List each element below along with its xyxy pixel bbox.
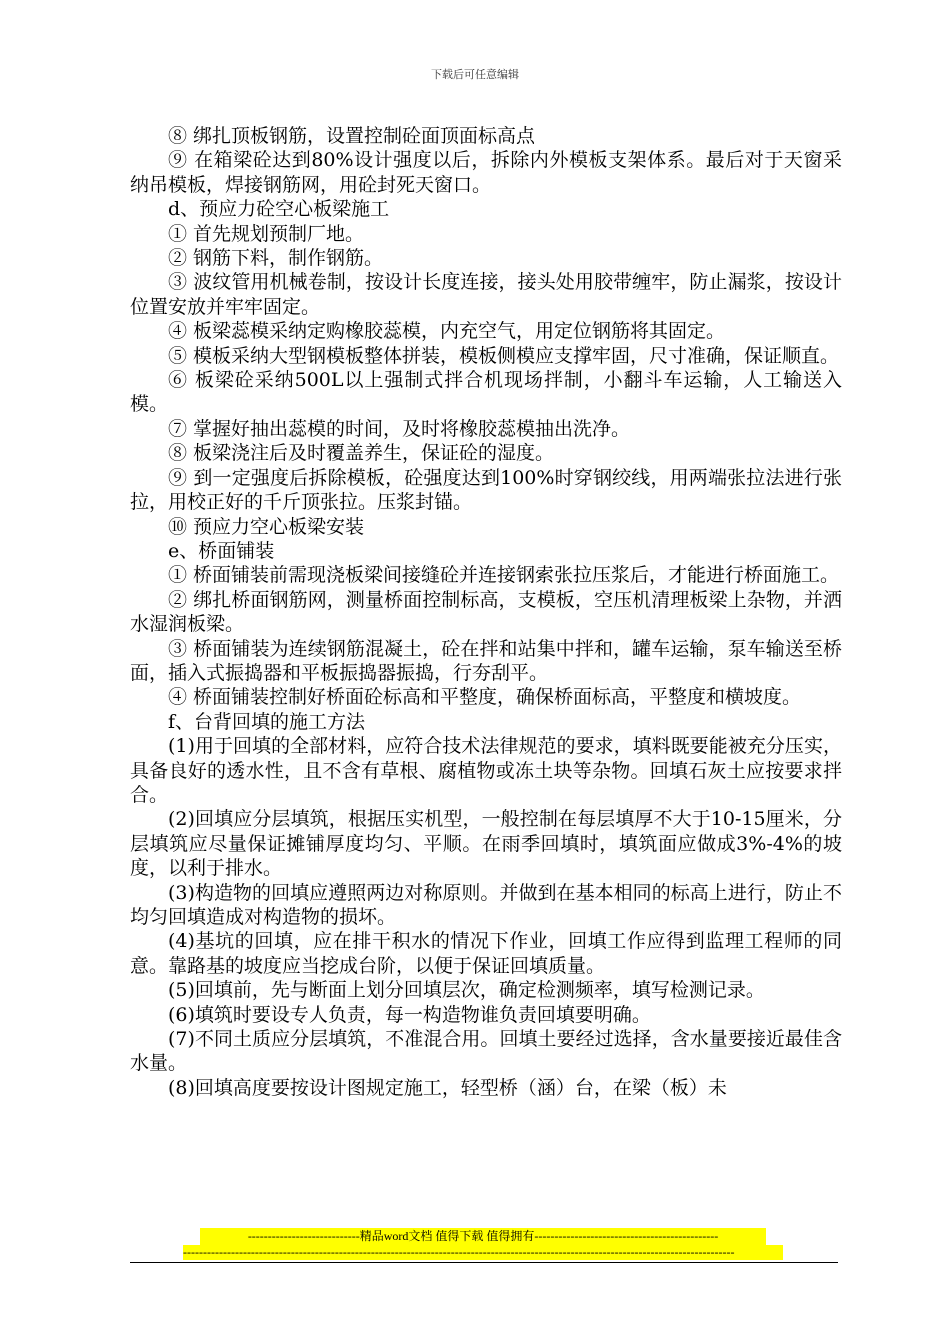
paragraph: ① 桥面铺装前需现浇板梁间接缝砼并连接钢索张拉压浆后，才能进行桥面施工。 <box>168 564 840 587</box>
paragraph: (6)填筑时要设专人负责，每一构造物谁负责回填要明确。 <box>168 1003 651 1026</box>
paragraph: ④ 桥面铺装控制好桥面砼标高和平整度，确保桥面标高，平整度和横坡度。 <box>168 686 802 709</box>
paragraph: ⑨ 到一定强度后拆除模板，砼强度达到100%时穿钢绞线，用两端张拉法进行张拉，用校正好的千斤顶张拉。压浆封锚。 <box>130 466 842 514</box>
paragraph: ⑩ 预应力空心板梁安装 <box>168 515 365 538</box>
footer-divider <box>130 1262 838 1263</box>
paragraph: d、预应力砼空心板梁施工 <box>168 198 390 221</box>
page-header: 下载后可任意编辑 <box>431 68 519 81</box>
paragraph: (4)基坑的回填，应在排干积水的情况下作业，回填工作应得到监理工程师的同意。靠路基的坡度应当挖成台阶，以便于保证回填质量。 <box>130 930 842 977</box>
paragraph: ⑨ 在箱梁砼达到80%设计强度以后，拆除内外模板支架体系。最后对于天窗采纳吊模板，焊接钢筋网，用砼封死天窗口。 <box>130 149 842 196</box>
paragraph: (5)回填前，先与断面上划分回填层次，确定检测频率，填写检测记录。 <box>168 979 765 1002</box>
paragraph: ③ 波纹管用机械卷制，按设计长度连接，接头处用胶带缠牢，防止漏浆，按设计位置安放并牢牢固定。 <box>130 271 842 318</box>
paragraph: ⑥ 板梁砼采纳500L以上强制式拌合机现场拌制，小翻斗车运输，人工输送入模。 <box>130 369 842 416</box>
paragraph: (7)不同土质应分层填筑，不准混合用。回填土要经过选择，含水量要接近最佳含水量。 <box>130 1028 842 1075</box>
paragraph: (1)用于回填的全部材料，应符合技术法律规范的要求，填料既要能被充分压实，具备良好的透水性，且不含有草根、腐植物或冻土块等杂物。回填石灰土应按要求拌合。 <box>130 735 842 806</box>
paragraph: ① 首先规划预制厂地。 <box>168 222 365 245</box>
paragraph: (2)回填应分层填筑，根据压实机型，一般控制在每层填厚不大于10-15厘米，分层填筑应尽量保证摊铺厚度均匀、平顺。在雨季回填时，填筑面应做成3%-4%的坡度，以利于排水。 <box>130 808 842 880</box>
footer-banner-line-2: ------------------------------------------------------------------------------------------------------------------------------------------ <box>183 1245 783 1260</box>
paragraph: ⑤ 模板采纳大型钢模板整体拼装，模板侧模应支撑牢固，尺寸准确，保证顺直。 <box>168 344 840 367</box>
footer-banner-line-1: ----------------------------精品word文档 值得下载 值得拥有---------------------------------------------- <box>200 1228 766 1245</box>
paragraph: ② 绑扎桥面钢筋网，测量桥面控制标高，支模板，空压机清理板梁上杂物，并洒水湿润板梁。 <box>130 588 842 636</box>
paragraph: ⑧ 板梁浇注后及时覆盖养生，保证砼的湿度。 <box>168 442 555 465</box>
document-body <box>130 124 842 1100</box>
paragraph: ⑦ 掌握好抽出蕊模的时间，及时将橡胶蕊模抽出洗净。 <box>168 417 631 440</box>
paragraph: (3)构造物的回填应遵照两边对称原则。并做到在基本相同的标高上进行，防止不均匀回填造成对构造物的损坏。 <box>130 881 842 928</box>
paragraph: ② 钢筋下料，制作钢筋。 <box>168 247 384 270</box>
paragraph: ⑧ 绑扎顶板钢筋，设置控制砼面顶面标高点 <box>168 125 536 147</box>
paragraph: ③ 桥面铺装为连续钢筋混凝土，砼在拌和站集中拌和，罐车运输，泵车输送至桥面，插入式振捣器和平板振捣器振捣，行夯刮平。 <box>130 637 842 684</box>
paragraph: ④ 板梁蕊模采纳定购橡胶蕊模，内充空气，用定位钢筋将其固定。 <box>168 320 726 343</box>
paragraph: e、桥面铺装 <box>168 539 275 562</box>
paragraph: (8)回填高度要按设计图规定施工，轻型桥（涵）台，在梁（板）未 <box>168 1076 727 1099</box>
paragraph: f、台背回填的施工方法 <box>168 710 366 733</box>
